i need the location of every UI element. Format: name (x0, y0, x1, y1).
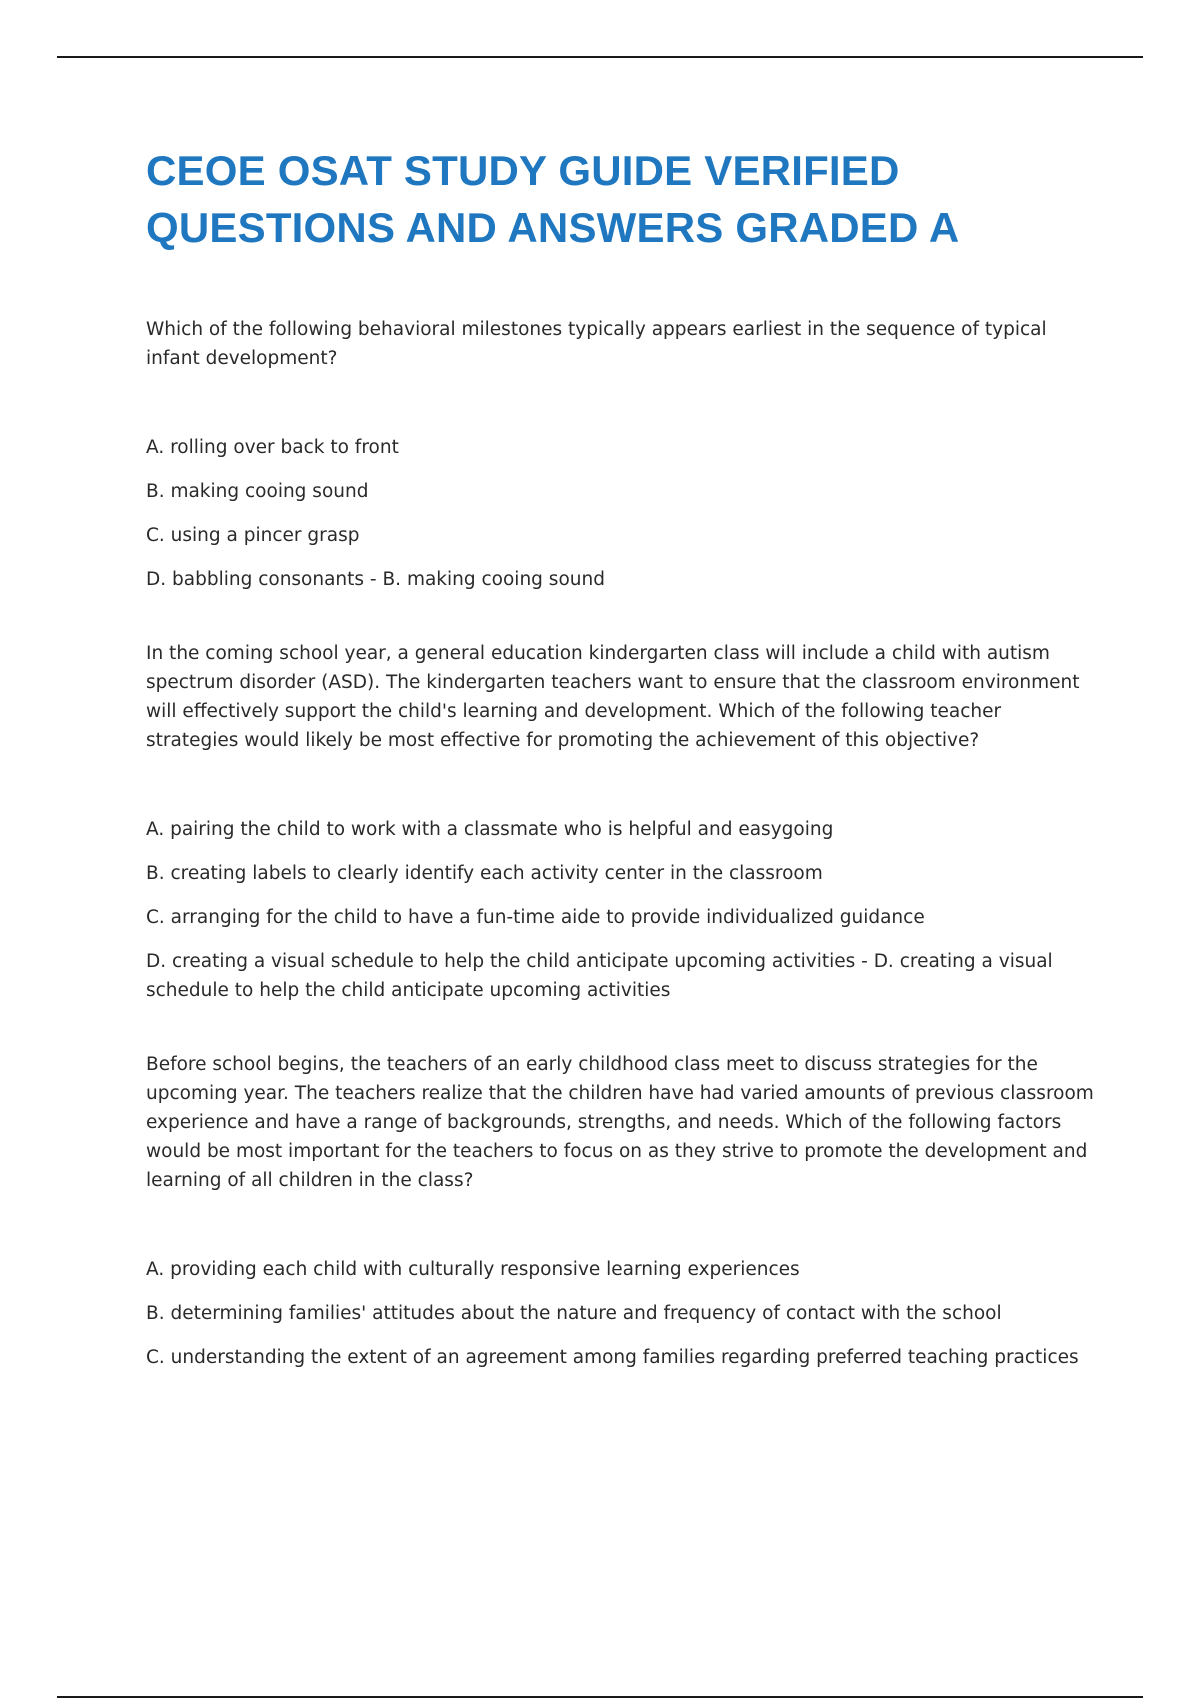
header-rule (57, 56, 1143, 58)
answer-option: B. making cooing sound (146, 481, 369, 502)
question-block-1 (146, 315, 1096, 594)
question-text: Which of the following behavioral milestones typically appears earliest in the sequence of typical infant development? (146, 319, 1047, 369)
question-block-2 (146, 639, 1096, 1005)
answer-option: D. babbling consonants - B. making cooing sound (146, 569, 605, 590)
answer-option: A. pairing the child to work with a classmate who is helpful and easygoing (146, 819, 834, 840)
answer-option: D. creating a visual schedule to help the child anticipate upcoming activities - D. creating a visual schedule to help the child anticipate upcoming activities (146, 951, 1053, 1001)
answer-option: C. using a pincer grasp (146, 525, 360, 546)
answer-option: C. arranging for the child to have a fun-time aide to provide individualized guidance (146, 907, 925, 928)
answer-option: B. determining families' attitudes about the nature and frequency of contact with the school (146, 1303, 1002, 1324)
question-text: Before school begins, the teachers of an early childhood class meet to discuss strategies for the upcoming year. The teachers realize that the children have had varied amounts of previous classroom experience and have a range of backgrounds, strengths, and needs. Which of the following factors would be most important for the teachers to focus on as they strive to promote the development and learning of all children in the class? (146, 1054, 1094, 1191)
question-text: In the coming school year, a general education kindergarten class will include a child with autism spectrum disorder (ASD). The kindergarten teachers want to ensure that the classroom environment will effectively support the child's learning and development. Which of the following teacher strategies would likely be most effective for promoting the achievement of this objective? (146, 643, 1080, 751)
answer-options (146, 433, 1096, 594)
document-title: CEOE OSAT STUDY GUIDE VERIFIED QUESTIONS AND ANSWERS GRADED A (146, 147, 960, 251)
answer-option: B. creating labels to clearly identify each activity center in the classroom (146, 863, 823, 884)
document-body (146, 315, 1096, 1387)
answer-options (146, 1255, 1096, 1372)
answer-option: A. rolling over back to front (146, 437, 399, 458)
footer-rule (57, 1696, 1143, 1698)
answer-option: C. understanding the extent of an agreement among families regarding preferred teaching practices (146, 1347, 1079, 1368)
answer-option: A. providing each child with culturally responsive learning experiences (146, 1259, 800, 1280)
answer-options (146, 815, 1096, 1005)
question-block-3 (146, 1050, 1096, 1372)
